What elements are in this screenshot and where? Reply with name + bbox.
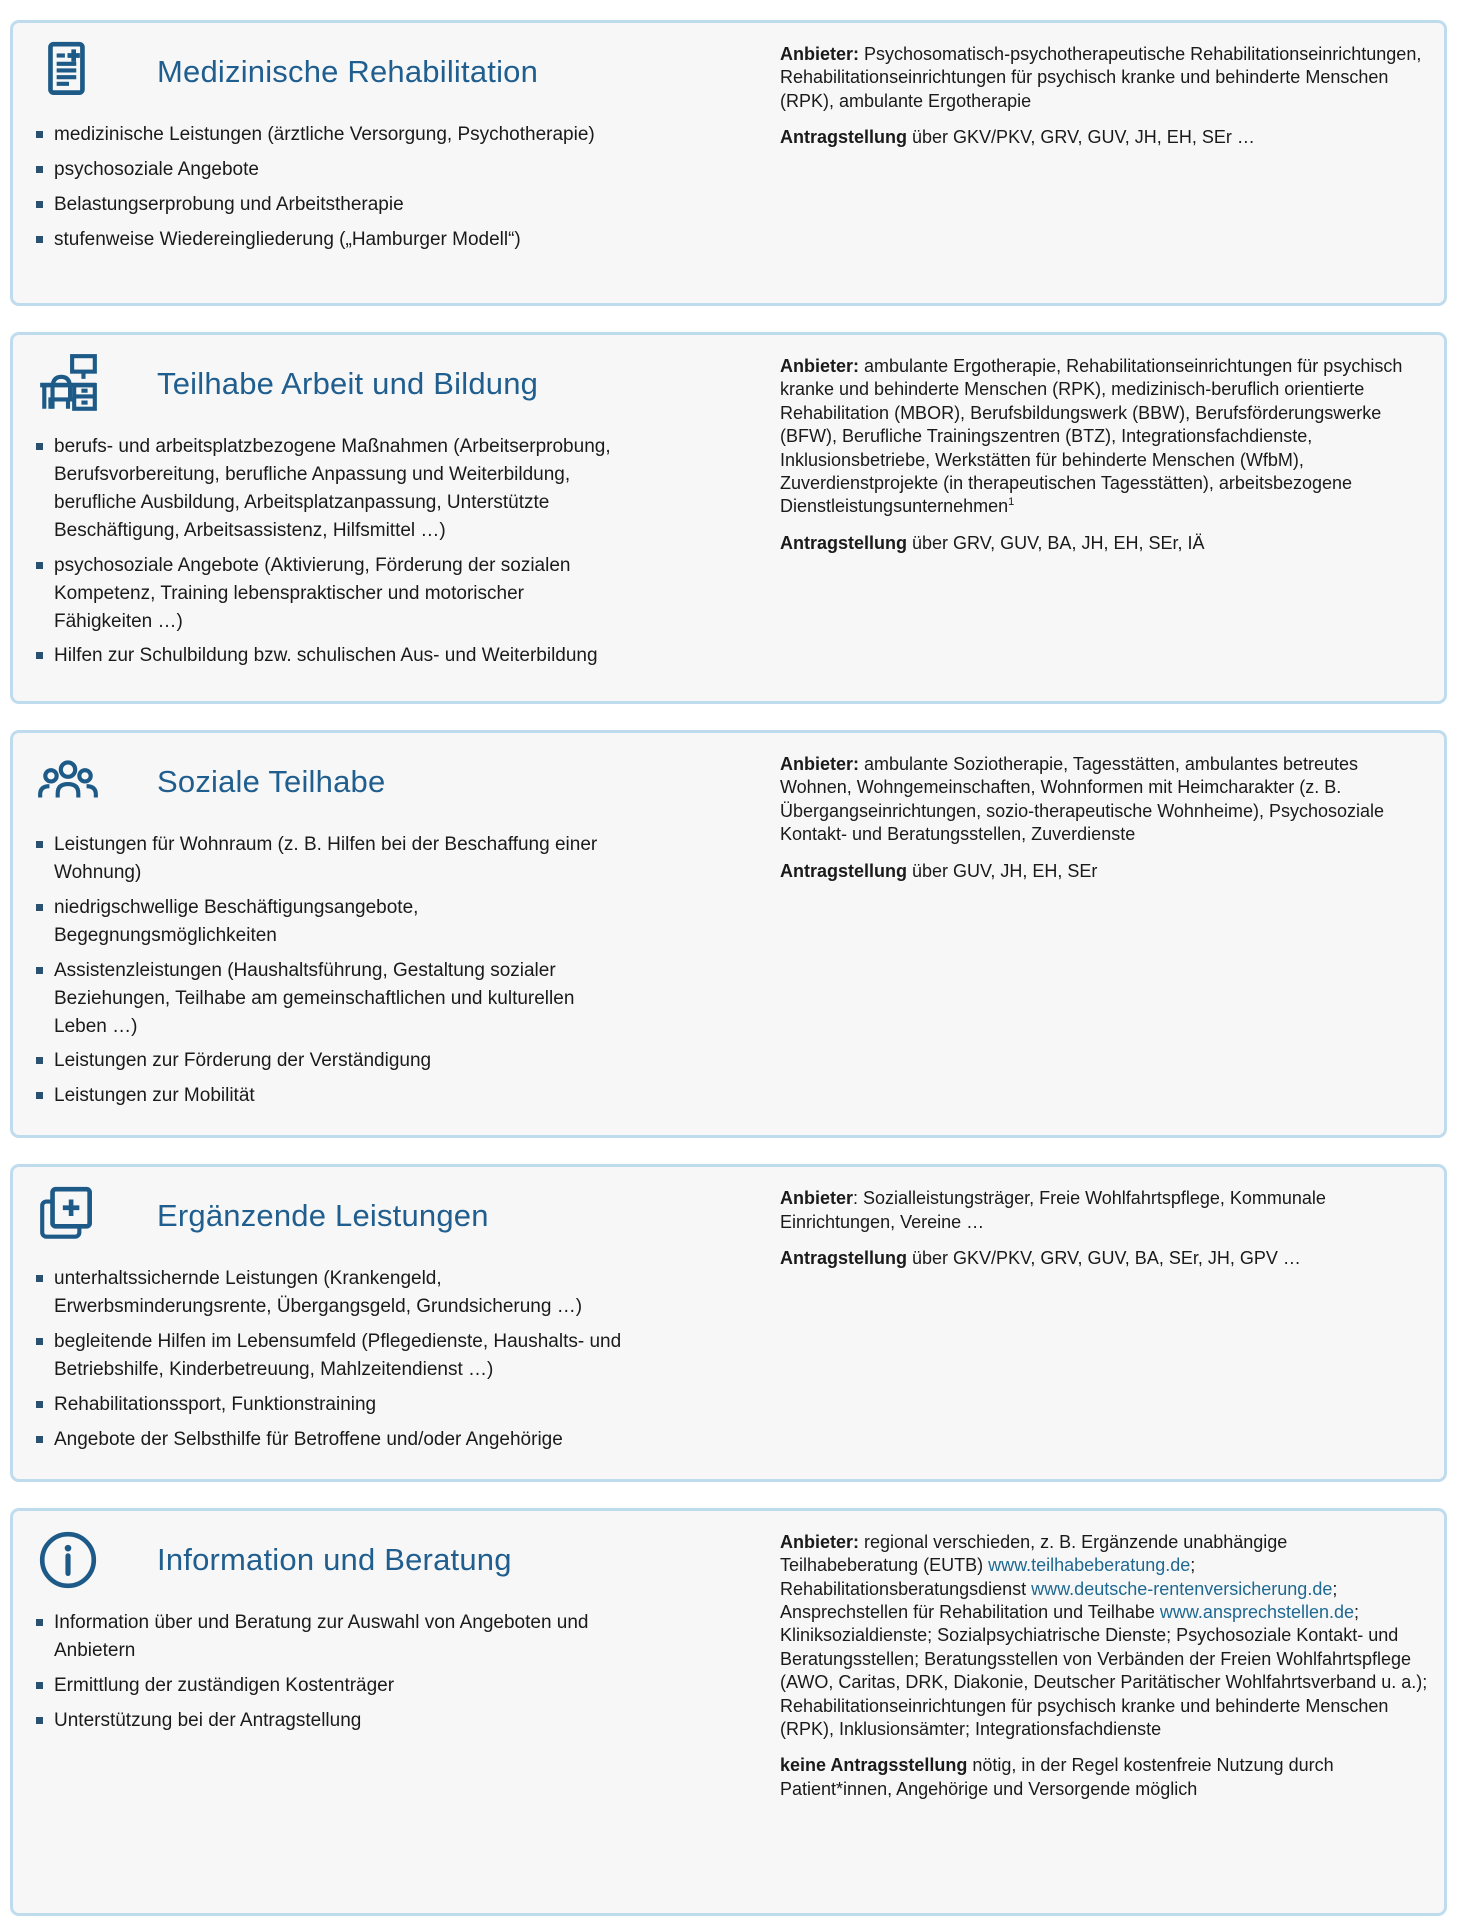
card-title: Soziale Teilhabe bbox=[157, 763, 386, 799]
list-item: psychosoziale Angebote (Aktivierung, Förderung der sozialen Kompetenz, Training lebenspraktischer und motorischer Fähigkeiten …) bbox=[35, 552, 625, 636]
card-right-column bbox=[780, 39, 1430, 285]
bold-label: Antragstellung bbox=[780, 532, 908, 553]
card-information-und-beratung bbox=[10, 1508, 1447, 1916]
text-run: über GUV, JH, EH, SEr bbox=[907, 860, 1098, 881]
antragstellung-paragraph bbox=[780, 1247, 1430, 1270]
anbieter-paragraph bbox=[780, 1187, 1430, 1234]
bold-label: Anbieter bbox=[780, 1188, 854, 1209]
list-item: berufs- und arbeitsplatzbezogene Maßnahmen (Arbeitserprobung, Berufsvorbereitung, berufliche Anpassung und Weiterbildung, berufliche Ausbildung, Arbeitsplatzanpassung, Unterstützte Beschäftigung, Arbeitsassistenz, Hilfsmittel …) bbox=[35, 433, 625, 545]
text-run: über GRV, GUV, BA, JH, EH, SEr, IÄ bbox=[907, 532, 1205, 553]
text-run: nötig, in der Regel kostenfreie Nutzung durch Patient*innen, Angehörige und Versorgende möglich bbox=[780, 1755, 1334, 1799]
bullet-list bbox=[35, 433, 772, 670]
list-item: Belastungserprobung und Arbeitstherapie bbox=[35, 191, 625, 219]
list-item: stufenweise Wiedereingliederung („Hamburger Modell“) bbox=[35, 226, 625, 254]
list-item: niedrigschwellige Beschäftigungsangebote, Begegnungsmöglichkeiten bbox=[35, 894, 625, 950]
antragstellung-paragraph bbox=[780, 532, 1430, 555]
text-run: ; Rehabilitationsberatungsdienst bbox=[780, 1555, 1196, 1599]
card-header bbox=[35, 1183, 772, 1249]
card-left-column bbox=[35, 1183, 772, 1461]
bold-label: Antragstellung bbox=[780, 1248, 908, 1269]
bullet-list bbox=[35, 121, 772, 254]
bullet-list bbox=[35, 1265, 772, 1454]
antragstellung-paragraph bbox=[780, 860, 1430, 883]
external-link[interactable]: www.deutsche-rentenversicherung.de bbox=[1031, 1578, 1333, 1599]
card-soziale-teilhabe bbox=[10, 730, 1447, 1138]
list-item: psychosoziale Angebote bbox=[35, 156, 625, 184]
list-item: Leistungen zur Förderung der Verständigung bbox=[35, 1047, 625, 1075]
text-run: regional verschieden, z. B. Ergänzende unabhängige Teilhabeberatung (EUTB) bbox=[780, 1531, 1288, 1576]
card-header bbox=[35, 351, 772, 417]
info-circle-icon bbox=[35, 1527, 101, 1593]
external-link[interactable]: www.teilhabeberatung.de bbox=[988, 1555, 1191, 1576]
bold-label: Anbieter: bbox=[780, 1531, 860, 1552]
list-item: Hilfen zur Schulbildung bzw. schulischen Aus- und Weiterbildung bbox=[35, 642, 625, 670]
footnote-marker: 1 bbox=[1008, 496, 1015, 509]
card-right-column bbox=[780, 1527, 1430, 1895]
list-item: Assistenzleistungen (Haushaltsführung, Gestaltung sozialer Beziehungen, Teilhabe am gemeinschaftlichen und kulturellen Leben …) bbox=[35, 957, 625, 1041]
bold-label: Anbieter: bbox=[780, 356, 860, 376]
card-title: Ergänzende Leistungen bbox=[157, 1198, 489, 1234]
bold-label: Antragstellung bbox=[780, 127, 908, 148]
anbieter-paragraph bbox=[780, 753, 1430, 847]
text-run: ambulante Ergotherapie, Rehabilitationseinrichtungen für psychisch kranke und behinderte Menschen (RPK), medizinisch-beruflich orientierte Rehabilitation (MBOR), Berufsbildungswerk (BBW), Berufsförderungswerke (BFW), Berufliche Trainingszentren (BTZ), Integrationsfachdienste, Inklusionsbetriebe, Werkstätten für behinderte Menschen (WfbM), Zuverdienstprojekte (in therapeutischen Tagesstätten), arbeitsbezogene Dienstleistungsunternehmen bbox=[780, 356, 1403, 517]
text-run: Psychosomatisch-psychotherapeutische Rehabilitationseinrichtungen, Rehabilitationseinrichtungen für psychisch kranke und behinderte Menschen (RPK), ambulante Ergotherapie bbox=[780, 44, 1422, 111]
bold-label: Anbieter: bbox=[780, 754, 860, 774]
bold-label: Anbieter: bbox=[780, 44, 860, 64]
text-run: über GKV/PKV, GRV, GUV, JH, EH, SEr … bbox=[907, 127, 1255, 148]
card-left-column bbox=[35, 1527, 772, 1895]
card-header bbox=[35, 39, 772, 105]
card-right-column bbox=[780, 351, 1430, 683]
list-item: Leistungen zur Mobilität bbox=[35, 1082, 625, 1110]
document-plus-icon bbox=[35, 39, 101, 105]
bold-label: keine Antragsstellung bbox=[780, 1755, 968, 1776]
list-item: medizinische Leistungen (ärztliche Versorgung, Psychotherapie) bbox=[35, 121, 625, 149]
list-item: unterhaltssichernde Leistungen (Krankengeld, Erwerbsminderungsrente, Übergangsgeld, Grundsicherung …) bbox=[35, 1265, 625, 1321]
bold-label: Antragstellung bbox=[780, 860, 908, 881]
bullet-list bbox=[35, 831, 772, 1110]
card-right-column bbox=[780, 1183, 1430, 1461]
text-run: ; Kliniksozialdienste; Sozialpsychiatrische Dienste; Psychosoziale Kontakt- und Beratungsstellen; Beratungsstellen von Verbänden der Freien Wohlfahrtspflege (AWO, Caritas, DRK, Diakonie, Deutscher Paritätischer Wohlfahrtsverband u. a.); Rehabilitationseinrichtungen für psychisch kranke und behinderte Menschen (RPK), Inklusionsämter; Integrationsfachdienste bbox=[780, 1602, 1428, 1739]
list-item: Ermittlung der zuständigen Kostenträger bbox=[35, 1672, 625, 1700]
list-item: begleitende Hilfen im Lebensumfeld (Pflegedienste, Haushalts- und Betriebshilfe, Kinderbetreuung, Mahlzeitendienst …) bbox=[35, 1328, 625, 1384]
card-teilhabe-arbeit-und-bildung bbox=[10, 332, 1447, 704]
people-group-icon bbox=[35, 749, 101, 815]
text-run: ambulante Soziotherapie, Tagesstätten, ambulantes betreutes Wohnen, Wohngemeinschaften, Wohnformen mit Heimcharakter (z. B. Übergangseinrichtungen, sozio-therapeutische Wohnheime), Psychosoziale Kontakt- und Beratungsstellen, Zuverdienste bbox=[780, 754, 1385, 845]
card-medizinische-rehabilitation bbox=[10, 20, 1447, 306]
anbieter-paragraph bbox=[780, 1531, 1430, 1742]
bullet-list bbox=[35, 1609, 772, 1735]
anbieter-paragraph bbox=[780, 43, 1430, 113]
text-run: : Sozialleistungsträger, Freie Wohlfahrtspflege, Kommunale Einrichtungen, Vereine … bbox=[780, 1188, 1326, 1232]
card-plus-icon bbox=[35, 1183, 101, 1249]
antragstellung-paragraph bbox=[780, 1754, 1430, 1801]
desk-workstation-icon bbox=[35, 351, 101, 417]
card-title: Information und Beratung bbox=[157, 1541, 512, 1577]
card-title: Teilhabe Arbeit und Bildung bbox=[157, 365, 539, 401]
text-run: ; Ansprechstellen für Rehabilitation und Teilhabe bbox=[780, 1578, 1338, 1622]
external-link[interactable]: www.ansprechstellen.de bbox=[1159, 1602, 1355, 1622]
card-header bbox=[35, 1527, 772, 1593]
card-right-column bbox=[780, 749, 1430, 1117]
card-title: Medizinische Rehabilitation bbox=[157, 53, 539, 89]
list-item: Information über und Beratung zur Auswahl von Angeboten und Anbietern bbox=[35, 1609, 625, 1665]
card-header bbox=[35, 749, 772, 815]
antragstellung-paragraph bbox=[780, 126, 1430, 149]
card-left-column bbox=[35, 749, 772, 1117]
list-item: Leistungen für Wohnraum (z. B. Hilfen bei der Beschaffung einer Wohnung) bbox=[35, 831, 625, 887]
list-item: Rehabilitationssport, Funktionstraining bbox=[35, 1391, 625, 1419]
list-item: Angebote der Selbsthilfe für Betroffene und/oder Angehörige bbox=[35, 1426, 625, 1454]
list-item: Unterstützung bei der Antragstellung bbox=[35, 1707, 625, 1735]
card-ergaenzende-leistungen bbox=[10, 1164, 1447, 1482]
anbieter-paragraph bbox=[780, 355, 1430, 519]
text-run: über GKV/PKV, GRV, GUV, BA, SEr, JH, GPV … bbox=[907, 1248, 1301, 1269]
card-left-column bbox=[35, 351, 772, 683]
card-left-column bbox=[35, 39, 772, 285]
